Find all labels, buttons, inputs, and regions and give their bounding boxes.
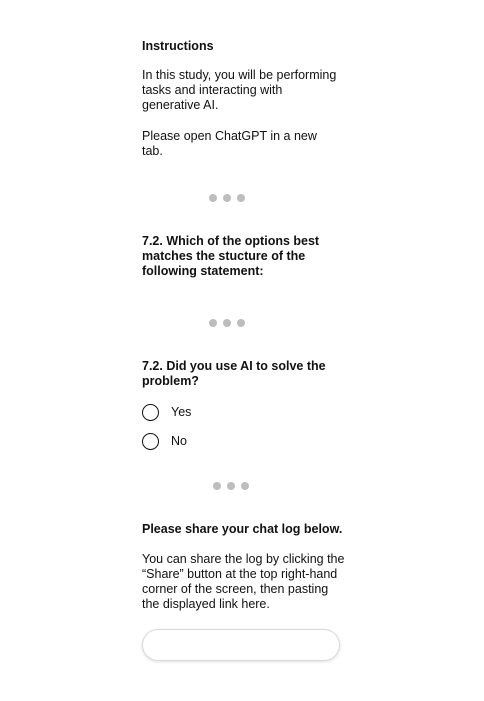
radio-label-no: No bbox=[171, 433, 187, 448]
share-log-instructions: You can share the log by clicking the “Share” button at the top right-hand corner of the screen, then pasting the displayed link here. bbox=[142, 552, 345, 611]
dot-icon bbox=[209, 194, 217, 202]
dot-icon bbox=[213, 482, 221, 490]
instructions-title: Instructions bbox=[142, 39, 214, 53]
dot-icon bbox=[223, 319, 231, 327]
chat-log-link-input[interactable] bbox=[142, 629, 340, 661]
dot-icon bbox=[241, 482, 249, 490]
dot-icon bbox=[209, 319, 217, 327]
ellipsis-divider bbox=[209, 194, 245, 202]
dot-icon bbox=[223, 194, 231, 202]
radio-label-yes: Yes bbox=[171, 404, 192, 419]
radio-button-icon[interactable] bbox=[142, 433, 159, 450]
instructions-paragraph-1: In this study, you will be performing tasks and interacting with generative AI. bbox=[142, 68, 337, 112]
dot-icon bbox=[227, 482, 235, 490]
radio-option-yes[interactable] bbox=[142, 402, 191, 422]
share-log-title: Please share your chat log below. bbox=[142, 522, 343, 536]
question-ai-title: 7.2. Did you use AI to solve the problem? bbox=[142, 359, 326, 388]
dot-icon bbox=[237, 194, 245, 202]
dot-icon bbox=[237, 319, 245, 327]
ellipsis-divider bbox=[213, 482, 249, 490]
ellipsis-divider bbox=[209, 319, 245, 327]
question-structure-title: 7.2. Which of the options best matches the stucture of the following statement: bbox=[142, 234, 320, 278]
radio-button-icon[interactable] bbox=[142, 404, 159, 421]
radio-option-no[interactable] bbox=[142, 431, 187, 451]
instructions-paragraph-2: Please open ChatGPT in a new tab. bbox=[142, 129, 317, 158]
